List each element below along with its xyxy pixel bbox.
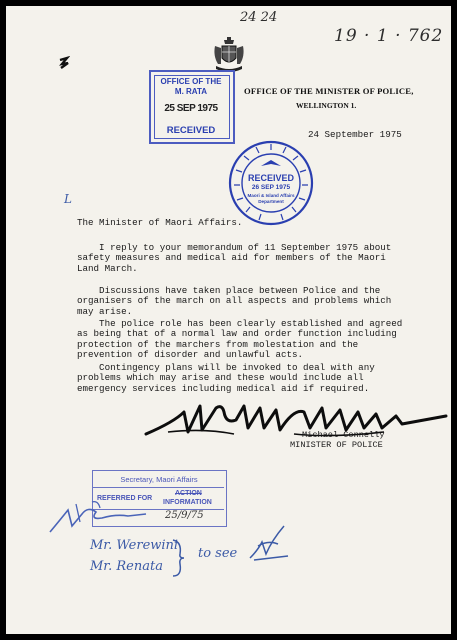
annotation-to-see: to see bbox=[198, 546, 238, 561]
file-number: 19 · 1 · 762 bbox=[334, 26, 444, 46]
letter-paragraph: Contingency plans will be invoked to deal with any problems which may arise and these would include all emergency services including medical aid if required. bbox=[77, 362, 375, 394]
office-received-stamp bbox=[149, 70, 235, 144]
letterhead-city: WELLINGTON 1. bbox=[296, 101, 357, 110]
stamp-received-title: RECEIVED bbox=[247, 173, 294, 183]
referral-secretary: Secretary, Maori Affairs bbox=[120, 475, 198, 484]
handwritten-reference: 24 24 bbox=[240, 10, 278, 25]
letter-page bbox=[6, 6, 451, 634]
stamp-name-line: M. RATA bbox=[174, 87, 208, 96]
stamp-office-line: OFFICE OF THE bbox=[160, 77, 222, 86]
brace-icon bbox=[170, 536, 188, 580]
referral-referred-for: REFERRED FOR bbox=[97, 495, 153, 502]
signatory-name: Michael Connelly bbox=[302, 430, 385, 440]
annotation-line-1: Mr. Werewini bbox=[90, 538, 179, 553]
stamp-ring-icon bbox=[228, 140, 314, 226]
ink-mark-icon bbox=[58, 56, 70, 70]
initial-mark-image bbox=[244, 520, 294, 564]
letter-paragraph: I reply to your memorandum of 11 September 1975 about safety measures and medical aid for members of the Maori Land March. bbox=[77, 242, 392, 274]
department-received-stamp bbox=[228, 140, 314, 226]
stamp-dept-line2: Department bbox=[258, 199, 284, 204]
referral-action: ACTION bbox=[175, 490, 202, 497]
letterhead-office: OFFICE OF THE MINISTER OF POLICE, bbox=[244, 86, 414, 96]
signature-image bbox=[144, 398, 449, 446]
signatory-title: MINISTER OF POLICE bbox=[290, 440, 383, 450]
annotation-line-2: Mr. Renata bbox=[90, 559, 163, 574]
letter-paragraph: Discussions have taken place between Police and the organisers of the march on all aspects and problems which may arise. bbox=[77, 285, 392, 317]
letter-addressee: The Minister of Maori Affairs. bbox=[77, 217, 243, 228]
letter-paragraph: The police role has been clearly established and agreed as being that of a normal law and order function including protection of the marchers from molestation and the prevention of disorder and unlawful acts. bbox=[77, 318, 403, 361]
letter-date: 24 September 1975 bbox=[308, 129, 402, 140]
stamp-status: RECEIVED bbox=[166, 125, 216, 136]
stamp-received-date: 26 SEP 1975 bbox=[251, 184, 291, 191]
stamp-date: 25 SEP 1975 bbox=[164, 103, 218, 114]
stamp-dept-line1: Maori & Island Affairs bbox=[247, 193, 295, 198]
referral-information: INFORMATION bbox=[163, 499, 212, 506]
initials-image bbox=[46, 496, 156, 538]
referral-date: 25/9/75 bbox=[165, 510, 204, 521]
margin-mark: L bbox=[64, 192, 72, 206]
